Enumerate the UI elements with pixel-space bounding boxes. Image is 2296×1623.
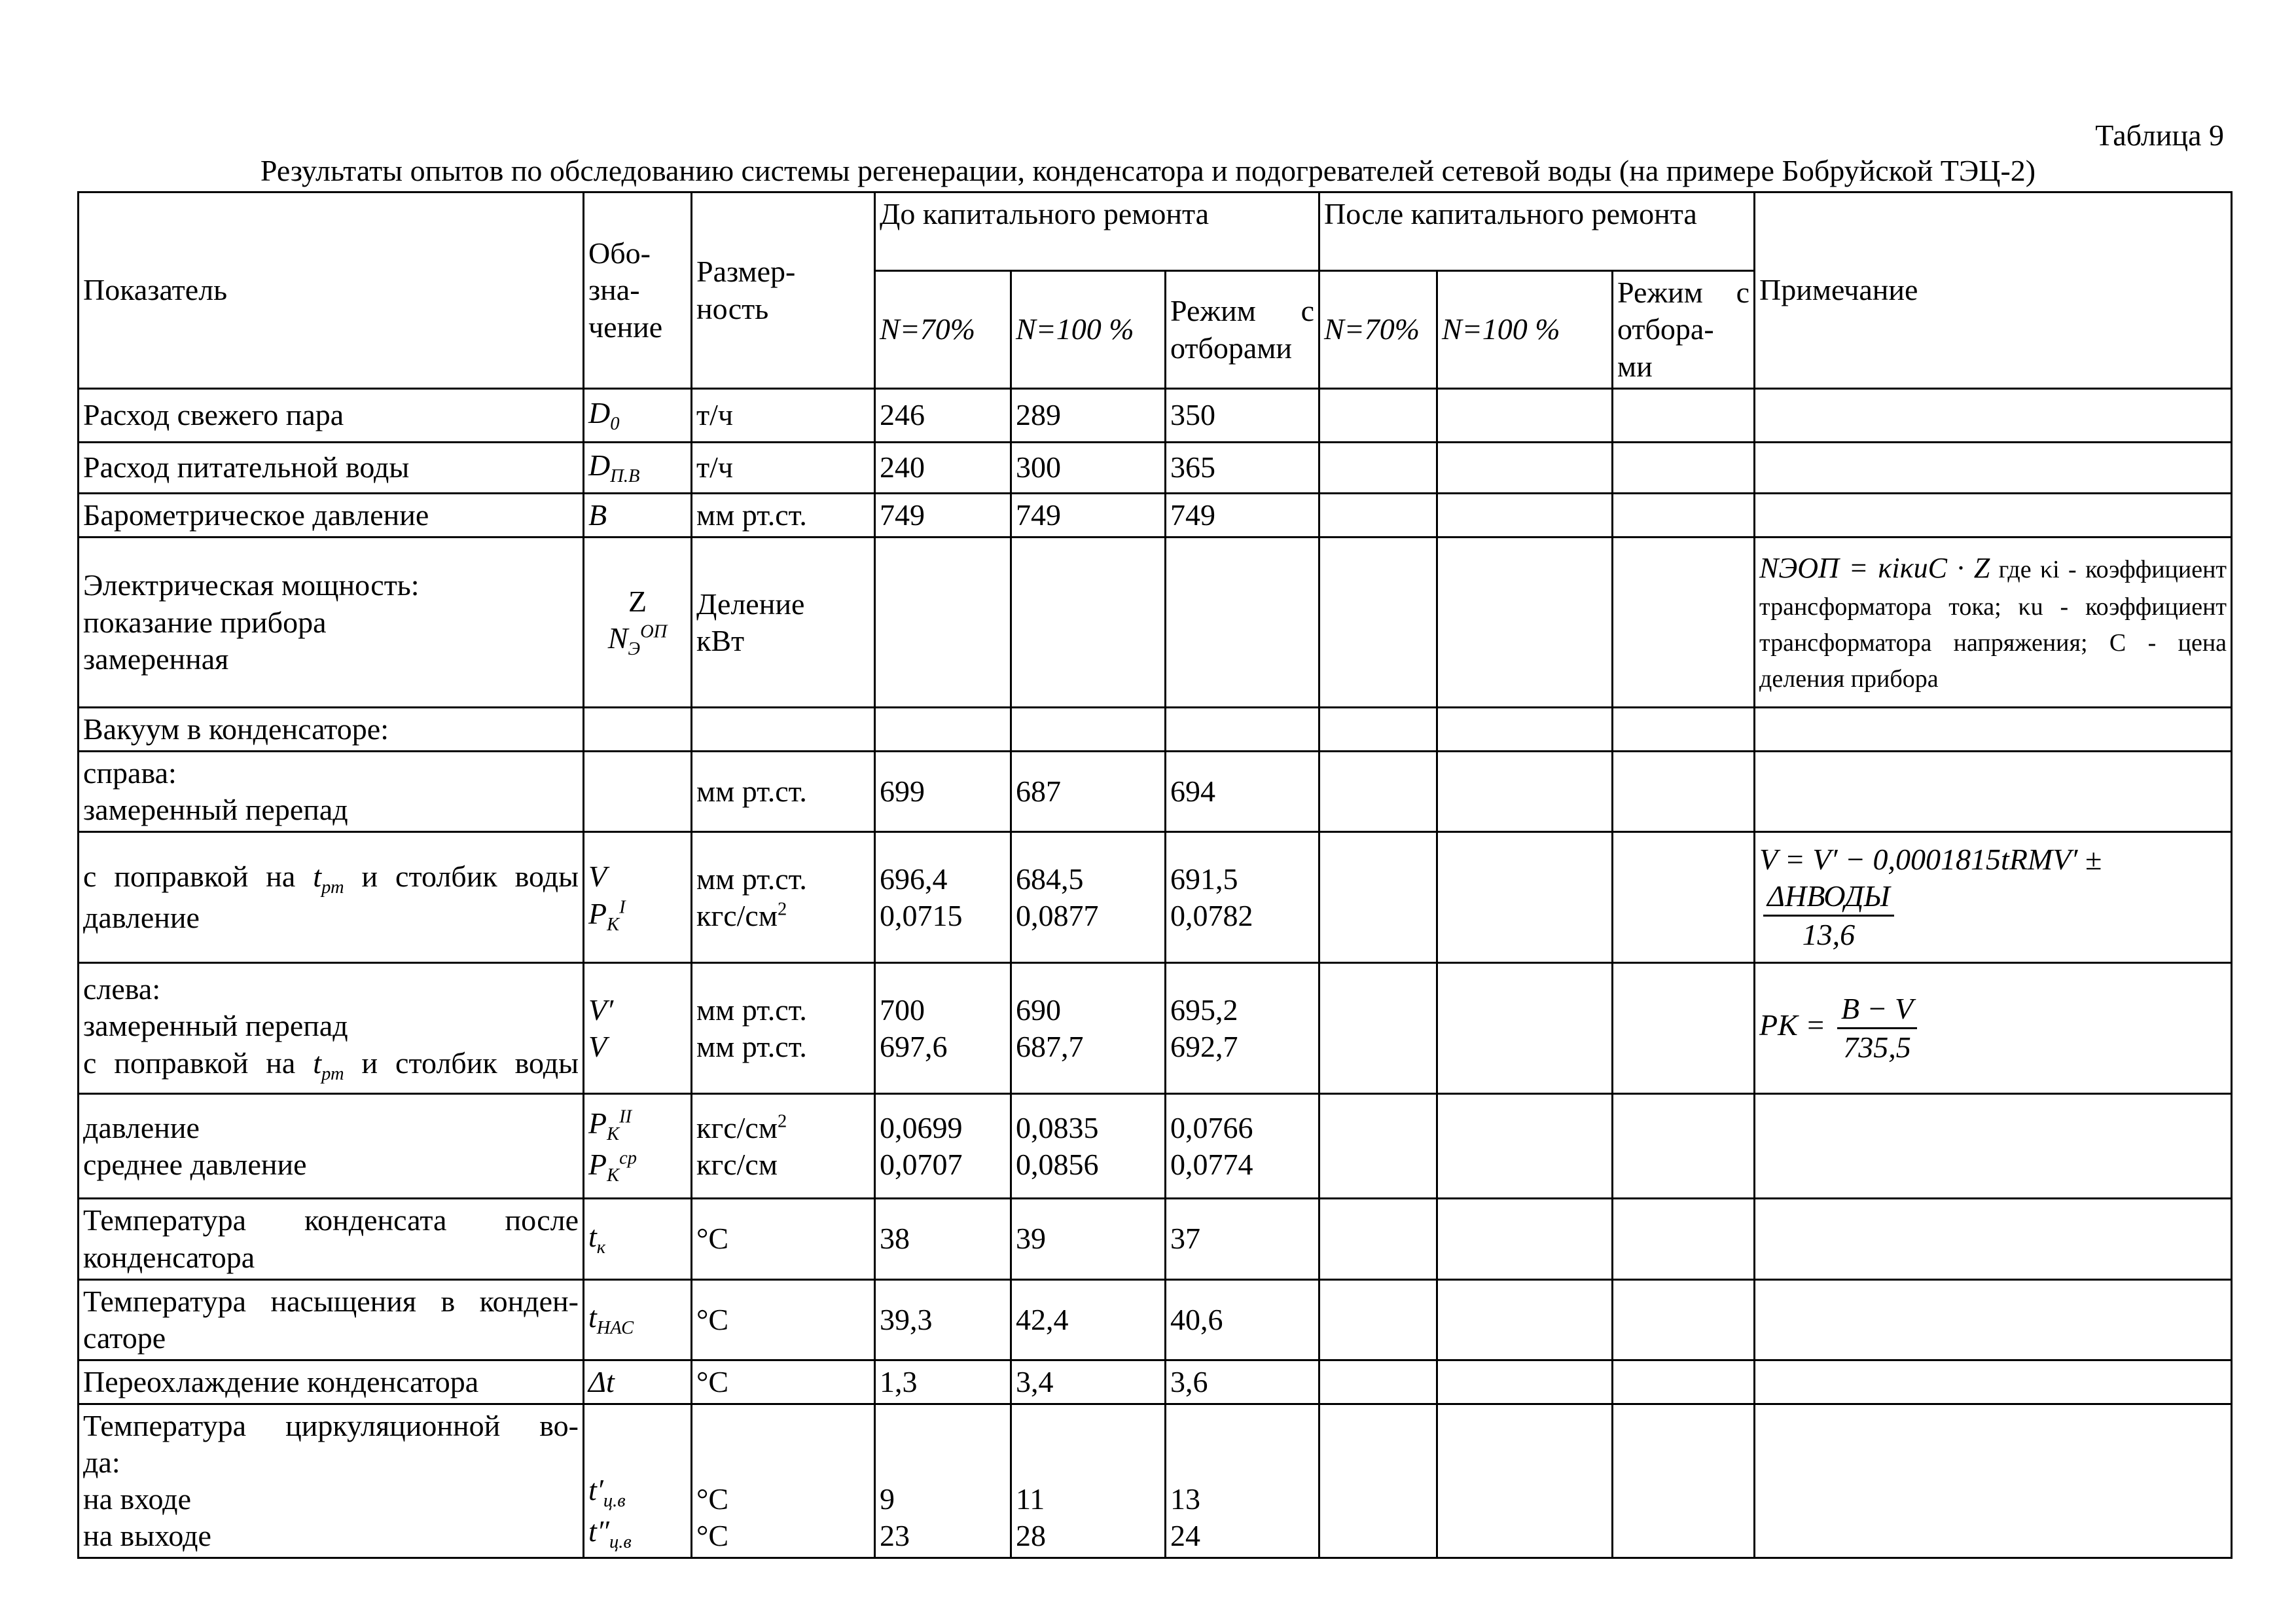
table-row xyxy=(79,963,2232,1094)
row-note xyxy=(1755,1199,2232,1279)
row-value-line: 684,5 xyxy=(1016,862,1084,896)
row-note-power xyxy=(1755,538,2232,708)
row-after-mode xyxy=(1613,832,1755,963)
row-value-n100: 687 xyxy=(1011,752,1166,832)
row-after-n100 xyxy=(1437,832,1613,963)
row-value-n70: 246 xyxy=(875,389,1011,443)
row-note xyxy=(1755,752,2232,832)
row-value-n70: 240 xyxy=(875,443,1011,494)
row-unit: °С xyxy=(692,1199,875,1279)
row-unit: °С xyxy=(692,1360,875,1404)
row-value-n100 xyxy=(1011,538,1166,708)
row-value-line: 24 xyxy=(1170,1519,1200,1553)
row-after-n70 xyxy=(1319,1360,1437,1404)
row-value-mode: 694 xyxy=(1166,752,1319,832)
row-note xyxy=(1755,1094,2232,1199)
note-vacuum-right-lhs: V = V′ − 0,0001815tRMV′ ± xyxy=(1759,843,2102,877)
row-note xyxy=(1755,1404,2232,1558)
note-power-text: где κi - коэффициент трансформатора тока; κu - коэффициент трансформатора напряжения; C - цена деления прибора xyxy=(1759,556,2227,693)
row-label-line: саторе xyxy=(83,1321,166,1355)
row-after-n100 xyxy=(1437,494,1613,538)
row-unit-line: мм рт.ст. xyxy=(696,993,807,1027)
row-symbol xyxy=(584,963,692,1094)
row-after-mode xyxy=(1613,538,1755,708)
header-symbol xyxy=(584,192,692,389)
row-after-n100 xyxy=(1437,963,1613,1094)
note-vacuum-right-fraction xyxy=(1763,878,1894,953)
row-symbol-line: V′ xyxy=(588,993,614,1027)
row-label: Вакуум в конденсаторе: xyxy=(79,708,584,752)
row-unit: т/ч xyxy=(692,389,875,443)
row-unit xyxy=(692,538,875,708)
row-label-line: Электрическая мощность: xyxy=(83,568,420,602)
row-value-line: 692,7 xyxy=(1170,1029,1238,1063)
row-label-line: среднее давление xyxy=(83,1147,307,1181)
row-value-mode xyxy=(1166,538,1319,708)
row-after-mode xyxy=(1613,1404,1755,1558)
table-row xyxy=(79,389,2232,443)
row-symbol-line: $P_K^{ср}$ xyxy=(588,1147,637,1186)
header-dimension-line: Размер- xyxy=(696,255,796,289)
header-before-mode xyxy=(1166,271,1319,389)
results-table xyxy=(77,191,2233,1559)
row-label-line: давление xyxy=(83,901,200,935)
row-value-mode xyxy=(1166,832,1319,963)
row-value-mode: 3,6 xyxy=(1166,1360,1319,1404)
row-label-line: с поправкой на $t_{рт}$ и столбик воды xyxy=(83,860,579,898)
row-label-line: замеренная xyxy=(83,642,229,676)
row-after-n100 xyxy=(1437,1279,1613,1360)
header-dimension-line: ность xyxy=(696,291,769,325)
header-mode-line: ми xyxy=(1617,349,1653,383)
header-mode-line: отборами xyxy=(1170,331,1293,365)
row-value-n100: 39 xyxy=(1011,1199,1166,1279)
row-label-line: показание прибора xyxy=(83,605,327,639)
row-note xyxy=(1755,708,2232,752)
row-value-n100 xyxy=(1011,708,1166,752)
row-label xyxy=(79,1094,584,1199)
row-value-line: 0,0774 xyxy=(1170,1147,1253,1181)
row-unit-line: кВт xyxy=(696,623,745,657)
row-unit xyxy=(692,708,875,752)
row-value-line: 700 xyxy=(880,993,925,1027)
row-after-mode xyxy=(1613,443,1755,494)
row-value-mode: 37 xyxy=(1166,1199,1319,1279)
row-note xyxy=(1755,1279,2232,1360)
row-value-line: 697,6 xyxy=(880,1029,948,1063)
note-vacuum-right-numerator: ΔHВОДЫ xyxy=(1763,878,1894,917)
note-vacuum-left-fraction xyxy=(1837,991,1917,1066)
row-value-line: 0,0877 xyxy=(1016,898,1099,932)
row-unit-line: кгс/$см^2$ xyxy=(696,1110,787,1144)
row-value-line: 0,0766 xyxy=(1170,1110,1253,1144)
row-symbol-line: $N_Э^{ОП}$ xyxy=(607,621,668,660)
row-unit-line: °С xyxy=(696,1482,729,1516)
row-value-mode xyxy=(1166,708,1319,752)
table-caption: Таблица 9 xyxy=(2095,119,2224,152)
row-symbol-line: $t'_{ц.в}$ xyxy=(588,1473,626,1512)
row-value-n70 xyxy=(875,708,1011,752)
row-symbol xyxy=(584,708,692,752)
table-row xyxy=(79,1360,2232,1404)
row-symbol-line: $P_K^{II}$ xyxy=(588,1106,632,1145)
row-label: Расход питательной воды xyxy=(79,443,584,494)
row-after-n100 xyxy=(1437,752,1613,832)
row-note xyxy=(1755,443,2232,494)
row-symbol: $D_0$ xyxy=(584,389,692,443)
row-value-n100 xyxy=(1011,1094,1166,1199)
row-label-line: Температура циркуляционной во- xyxy=(83,1408,579,1442)
row-after-n70 xyxy=(1319,752,1437,832)
row-value-n100: 289 xyxy=(1011,389,1166,443)
row-after-n70 xyxy=(1319,1279,1437,1360)
row-value-line: 28 xyxy=(1016,1519,1046,1553)
row-value-mode: 365 xyxy=(1166,443,1319,494)
row-after-mode xyxy=(1613,963,1755,1094)
table-row xyxy=(79,538,2232,708)
row-unit-line: мм рт.ст. xyxy=(696,862,807,896)
header-after-n100: N=100 % xyxy=(1437,271,1613,389)
row-symbol: $t_к$ xyxy=(584,1199,692,1279)
row-label-line: Температура конденсата после xyxy=(83,1203,579,1237)
row-unit: т/ч xyxy=(692,443,875,494)
row-after-mode xyxy=(1613,1199,1755,1279)
row-note xyxy=(1755,1360,2232,1404)
row-value-n70: 749 xyxy=(875,494,1011,538)
table-row xyxy=(79,1094,2232,1199)
row-symbol-line: $P_K^I$ xyxy=(588,896,626,935)
row-label-line: на входе xyxy=(83,1482,191,1516)
row-label-line: замеренный перепад xyxy=(83,1009,348,1043)
header-mode-line: Режим с xyxy=(1170,294,1314,328)
row-after-n70 xyxy=(1319,443,1437,494)
row-label xyxy=(79,832,584,963)
row-value-line: 23 xyxy=(880,1519,910,1553)
row-value-n100: 749 xyxy=(1011,494,1166,538)
row-value-n70: 699 xyxy=(875,752,1011,832)
row-after-n100 xyxy=(1437,1360,1613,1404)
table-row xyxy=(79,708,2232,752)
row-value-mode xyxy=(1166,1094,1319,1199)
note-vacuum-right-denominator: 13,6 xyxy=(1802,918,1856,952)
row-after-n70 xyxy=(1319,708,1437,752)
row-label-line: давление xyxy=(83,1110,200,1144)
row-unit-line: кгс/см xyxy=(696,1147,778,1181)
header-mode-line: отбора- xyxy=(1617,312,1714,346)
row-label xyxy=(79,1199,584,1279)
row-label-line: конденсатора xyxy=(83,1240,255,1274)
table-row xyxy=(79,1404,2232,1558)
row-after-n100 xyxy=(1437,708,1613,752)
row-value-n70: 38 xyxy=(875,1199,1011,1279)
row-unit-line: °С xyxy=(696,1519,729,1553)
row-label: Расход свежего пара xyxy=(79,389,584,443)
row-after-mode xyxy=(1613,389,1755,443)
row-unit: мм рт.ст. xyxy=(692,494,875,538)
row-value-n70 xyxy=(875,1094,1011,1199)
row-after-n70 xyxy=(1319,832,1437,963)
note-power-formula: NЭОП = κiκuC · Z xyxy=(1759,552,1990,585)
row-value-line: 0,0699 xyxy=(880,1110,963,1144)
row-value-line: 690 xyxy=(1016,993,1061,1027)
row-after-mode xyxy=(1613,1094,1755,1199)
row-label-line: да: xyxy=(83,1446,120,1480)
row-unit xyxy=(692,1094,875,1199)
header-after-mode xyxy=(1613,271,1755,389)
row-label xyxy=(79,1404,584,1558)
row-value-n70 xyxy=(875,963,1011,1094)
row-label-line: справа: xyxy=(83,756,177,790)
row-value-n70: 1,3 xyxy=(875,1360,1011,1404)
row-unit-line: кгс/$см^2$ xyxy=(696,898,787,932)
table-row xyxy=(79,494,2232,538)
header-after-repair: После капитального ремонта xyxy=(1319,192,1755,271)
row-unit-line: Деление xyxy=(696,587,805,621)
row-after-n70 xyxy=(1319,538,1437,708)
row-value-line: 696,4 xyxy=(880,862,948,896)
table-row xyxy=(79,752,2232,832)
row-label-line: замеренный перепад xyxy=(83,793,348,827)
row-after-mode xyxy=(1613,494,1755,538)
note-vacuum-left-lhs: PK = xyxy=(1759,1008,1826,1042)
row-symbol xyxy=(584,538,692,708)
note-vacuum-left-denominator: 735,5 xyxy=(1843,1030,1911,1065)
header-dimension xyxy=(692,192,875,389)
row-symbol-line: V xyxy=(588,860,607,894)
row-value-line: 0,0715 xyxy=(880,898,963,932)
row-value-n100 xyxy=(1011,832,1166,963)
table-row xyxy=(79,1279,2232,1360)
header-symbol-line: чение xyxy=(588,310,663,344)
row-label-line: на выходе xyxy=(83,1519,211,1553)
row-value-line: 691,5 xyxy=(1170,862,1238,896)
row-value-mode: 749 xyxy=(1166,494,1319,538)
row-symbol xyxy=(584,752,692,832)
header-before-repair: До капитального ремонта xyxy=(875,192,1319,271)
row-value-n100: 3,4 xyxy=(1011,1360,1166,1404)
row-value-n100: 300 xyxy=(1011,443,1166,494)
row-value-n100 xyxy=(1011,1404,1166,1558)
row-value-n70 xyxy=(875,1404,1011,1558)
table-row xyxy=(79,1199,2232,1279)
row-after-mode xyxy=(1613,1279,1755,1360)
row-symbol: $D_{П.В}$ xyxy=(584,443,692,494)
row-symbol: B xyxy=(584,494,692,538)
row-label: Барометрическое давление xyxy=(79,494,584,538)
header-note: Примечание xyxy=(1755,192,2232,389)
header-after-n70: N=70% xyxy=(1319,271,1437,389)
row-value-n70: 39,3 xyxy=(875,1279,1011,1360)
row-label xyxy=(79,752,584,832)
row-after-n100 xyxy=(1437,1404,1613,1558)
row-after-mode xyxy=(1613,708,1755,752)
row-value-mode xyxy=(1166,963,1319,1094)
row-value-n70 xyxy=(875,832,1011,963)
row-after-n70 xyxy=(1319,1199,1437,1279)
row-value-n70 xyxy=(875,538,1011,708)
row-after-n100 xyxy=(1437,1094,1613,1199)
row-note xyxy=(1755,389,2232,443)
row-after-n70 xyxy=(1319,1094,1437,1199)
row-label xyxy=(79,963,584,1094)
table-row xyxy=(79,832,2232,963)
row-after-n100 xyxy=(1437,538,1613,708)
row-symbol xyxy=(584,1094,692,1199)
row-unit: мм рт.ст. xyxy=(692,752,875,832)
row-label: Переохлаждение конденсатора xyxy=(79,1360,584,1404)
row-value-line: 9 xyxy=(880,1482,895,1516)
row-symbol-line: V xyxy=(588,1029,607,1063)
table-row xyxy=(79,443,2232,494)
row-symbol xyxy=(584,832,692,963)
row-label-line: Температура насыщения в конден- xyxy=(83,1284,579,1318)
row-value-line: 0,0835 xyxy=(1016,1110,1099,1144)
row-label xyxy=(79,1279,584,1360)
row-after-n70 xyxy=(1319,494,1437,538)
header-symbol-line: зна- xyxy=(588,273,640,307)
row-note-vacuum-right xyxy=(1755,832,2232,963)
row-after-n100 xyxy=(1437,443,1613,494)
row-note-vacuum-left xyxy=(1755,963,2232,1094)
note-vacuum-left-numerator: B − V xyxy=(1837,991,1917,1029)
row-unit xyxy=(692,963,875,1094)
row-unit xyxy=(692,832,875,963)
row-value-line: 0,0707 xyxy=(880,1147,963,1181)
row-after-n100 xyxy=(1437,389,1613,443)
row-symbol xyxy=(584,1404,692,1558)
row-value-line: 13 xyxy=(1170,1482,1200,1516)
row-value-line: 695,2 xyxy=(1170,993,1238,1027)
row-symbol-line: $t''_{ц.в}$ xyxy=(588,1514,632,1553)
row-unit xyxy=(692,1404,875,1558)
row-value-line: 0,0782 xyxy=(1170,898,1253,932)
row-symbol-line: Z xyxy=(628,585,647,619)
row-after-n70 xyxy=(1319,389,1437,443)
row-value-mode: 40,6 xyxy=(1166,1279,1319,1360)
header-indicator: Показатель xyxy=(79,192,584,389)
row-unit: °С xyxy=(692,1279,875,1360)
table-title: Результаты опытов по обследованию системы регенерации, конденсатора и подогревателей сетевой воды (на примере Бобруйской ТЭЦ-2) xyxy=(260,154,2036,187)
row-value-line: 11 xyxy=(1016,1482,1045,1516)
row-value-n100 xyxy=(1011,963,1166,1094)
row-after-mode xyxy=(1613,752,1755,832)
header-mode-line: Режим с xyxy=(1617,276,1750,310)
row-value-mode: 350 xyxy=(1166,389,1319,443)
header-before-n70: N=70% xyxy=(875,271,1011,389)
row-symbol: $t_{НАС}$ xyxy=(584,1279,692,1360)
row-label xyxy=(79,538,584,708)
row-label-line: с поправкой на $t_{рт}$ и столбик воды xyxy=(83,1046,579,1084)
row-unit-line: мм рт.ст. xyxy=(696,1029,807,1063)
row-label-line: слева: xyxy=(83,972,161,1006)
row-note xyxy=(1755,494,2232,538)
row-symbol: Δt xyxy=(584,1360,692,1404)
row-after-n100 xyxy=(1437,1199,1613,1279)
row-value-line: 687,7 xyxy=(1016,1029,1084,1063)
row-value-n100: 42,4 xyxy=(1011,1279,1166,1360)
row-value-line: 0,0856 xyxy=(1016,1147,1099,1181)
row-value-mode xyxy=(1166,1404,1319,1558)
row-after-mode xyxy=(1613,1360,1755,1404)
row-after-n70 xyxy=(1319,963,1437,1094)
row-after-n70 xyxy=(1319,1404,1437,1558)
header-symbol-line: Обо- xyxy=(588,236,651,270)
header-before-n100: N=100 % xyxy=(1011,271,1166,389)
